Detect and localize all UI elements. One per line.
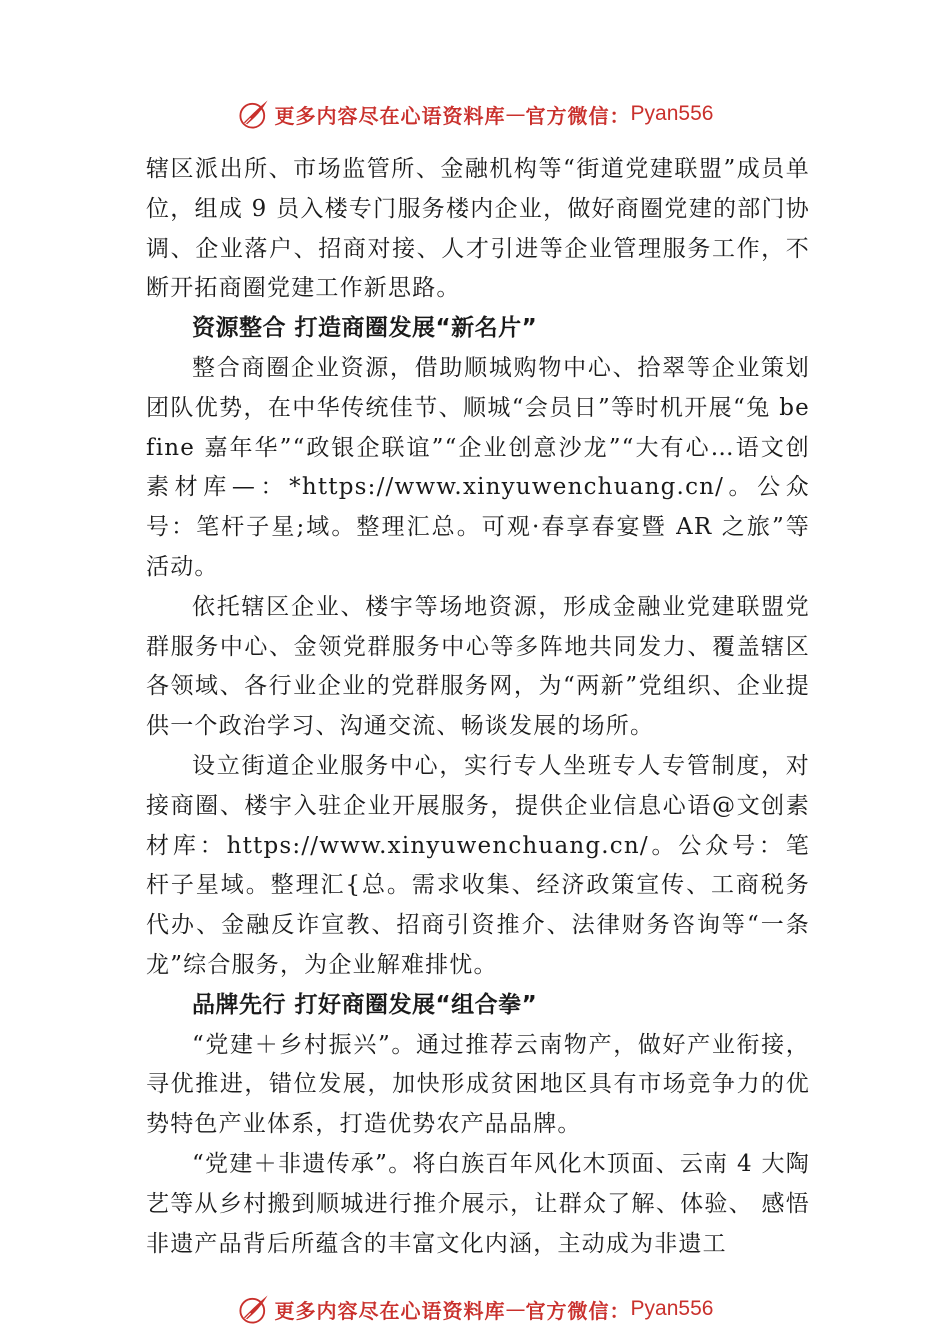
banner-wechat-id: Pyan556 [630,102,714,125]
section-heading: 资源整合 打造商圈发展“新名片” [192,315,538,342]
paragraph: 设立街道企业服务中心，实行专人坐班专人专管制度，对接商圈、楼宇入驻企业开展服务，提供企业信息心语@文创素材库：https://www.xinyuwenchuang.cn/。公众号：笔杆子星域。整理汇{总。需求收集、经济政策宣传、工商税务代办、金融反诈宣教、招商引资推介、法律财务咨询等“一条龙”综合服务，为企业解难排忧。 [146,752,810,978]
paragraph: 依托辖区企业、楼宇等场地资源，形成金融业党建联盟党群服务中心、金领党群服务中心等多阵地共同发力、覆盖辖区各领域、各行业企业的党群服务网，为“两新”党组织、企业提供一个政治学习、沟通交流、畅谈发展的场所。 [146,593,810,740]
paragraph: “党建＋乡村振兴”。通过推荐云南物产，做好产业衔接，寻优推进，错位发展，加快形成贫困地区具有市场竞争力的优势特色产业体系，打造优势农产品品牌。 [146,1031,810,1138]
footer-banner [0,1289,950,1329]
banner-brand: 更多内容尽在心语资料库 [274,1298,506,1323]
section-heading: 品牌先行 打好商圈发展“组合拳” [192,991,538,1018]
paragraph: 整合商圈企业资源，借助顺城购物中心、拾翠等企业策划团队优势，在中华传统佳节、顺城“会员日”等时机开展“兔 be fine 嘉年华”“政银企联谊”“企业创意沙龙”“大有心…语文创素材库—：*https://www.xinyuwenchuang.cn/。公众号：笔杆子星;域。整理汇总。可观·春享春宴暨 AR 之旅”等活动。 [146,354,810,580]
header-banner [0,94,950,134]
document-body [146,150,810,1264]
paragraph: “党建＋非遗传承”。将白族百年风化木顶面、云南 4 大陶艺等从乡村搬到顺城进行推介展示，让群众了解、体验、 感悟非遗产品背后所蕴含的丰富文化内涵，主动成为非遗工 [146,1150,810,1257]
banner-separator: — [505,1297,526,1321]
paragraph: 辖区派出所、市场监管所、金融机构等“街道党建联盟”成员单位，组成 9 员入楼专门服务楼内企业，做好商圈党建的部门协调、企业落户、招商对接、人才引进等企业管理服务工作，不断开拓商圈党建工作新思路。 [146,156,810,302]
banner-brand: 更多内容尽在心语资料库 [274,103,506,128]
banner-separator: — [505,102,526,126]
banner-wechat-id: Pyan556 [630,1297,714,1320]
quill-pen-logo-icon [237,97,271,131]
banner-official-label: 官方微信： [525,1298,631,1323]
quill-pen-logo-icon [237,1292,271,1326]
banner-official-label: 官方微信： [525,103,631,128]
